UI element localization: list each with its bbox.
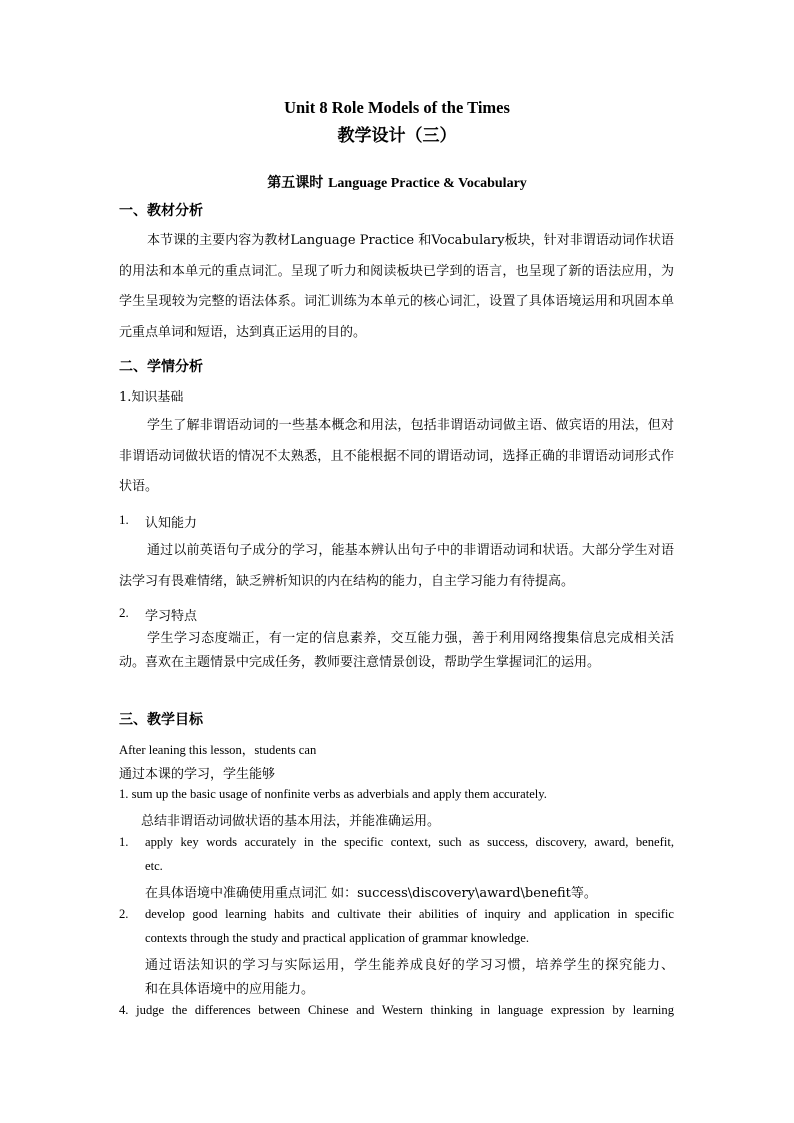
objective-3-en-line1-wrap [145,907,674,922]
document-title: Unit 8 Role Models of the Times [284,98,510,117]
section2-sub1-label: 1.知识基础 [119,390,184,405]
lesson-prefix: 第五课时 [267,175,324,191]
lesson-heading [0,172,794,192]
section2-sub3-paragraph: 学生学习态度端正，有一定的信息素养，交互能力强，善于利用网络搜集信息完成相关活动。喜欢在主题情景中完成任务，教师要注意情景创设，帮助学生掌握词汇的运用。 [119,631,674,670]
objectives-intro-en: After leaning this lesson，students can [119,743,317,757]
objective-3-en-line1: develop good learning habits and cultivate their abilities of inquiry and application in specific [145,907,674,921]
objective-2-en-line1-wrap [145,835,674,850]
objective-2-num: 1. [119,835,129,849]
section2-sub1-paragraph: 学生了解非谓语动词的一些基本概念和用法，包括非谓语动词做主语、做宾语的用法，但对非谓语动词做状语的情况不太熟悉，且不能根据不同的谓语动词，选择正确的非谓语动词形式作状语。 [119,418,674,494]
objective-1-en: 1. sum up the basic usage of nonfinite verbs as adverbials and apply them accurately. [119,787,547,801]
section2-sub2-label: 认知能力 [145,516,198,531]
objective-3-cn-line1-wrap [145,954,674,973]
objective-3-cn-line2: 和在具体语境中的应用能力。 [145,982,315,997]
document-subtitle: 教学设计（三） [337,126,457,146]
lesson-name: Language Practice & Vocabulary [328,176,527,191]
section2-heading: 二、学情分析 [119,359,203,375]
section1-heading: 一、教材分析 [119,203,203,219]
objective-4-en-wrap [119,1003,674,1018]
section3-heading: 三、教学目标 [119,712,203,728]
objective-1-cn: 总结非谓语动词做状语的基本用法，并能准确运用。 [141,814,441,829]
section2-sub2-paragraph: 通过以前英语句子成分的学习，能基本辨认出句子中的非谓语动词和状语。大部分学生对语法学习有畏难情绪，缺乏辨析知识的内在结构的能力，自主学习能力有待提高。 [119,543,674,589]
section2-sub3-label: 学习特点 [145,609,198,624]
section2-sub2-num: 1. [119,512,129,527]
objective-3-num: 2. [119,907,129,921]
objective-2-en-line2: etc. [145,859,163,873]
objective-2-en-line1: apply key words accurately in the specific context, such as success, discovery, award, benefit, [145,835,674,849]
section2-sub3-num: 2. [119,605,129,620]
objective-4-en: 4. judge the differences between Chinese and Western thinking in language expression by learning [119,1003,674,1017]
objectives-intro-cn: 通过本课的学习，学生能够 [119,767,276,782]
objective-2-cn: 在具体语境中准确使用重点词汇 如：success\discovery\award\benefit等。 [145,886,597,901]
section1-paragraph: 本节课的主要内容为教材Language Practice 和Vocabulary板块，针对非谓语动词作状语的用法和本单元的重点词汇。呈现了听力和阅读板块已学到的语言，也呈现了新的语法应用，为学生呈现较为完整的语法体系。词汇训练为本单元的核心词汇，设置了具体语境运用和巩固本单元重点单词和短语，达到真正运用的目的。 [119,233,674,340]
objective-3-en-line2: contexts through the study and practical application of grammar knowledge. [145,931,529,945]
objective-3-cn-line1: 通过语法知识的学习与实际运用，学生能养成良好的学习习惯，培养学生的探究能力、 [145,958,674,973]
